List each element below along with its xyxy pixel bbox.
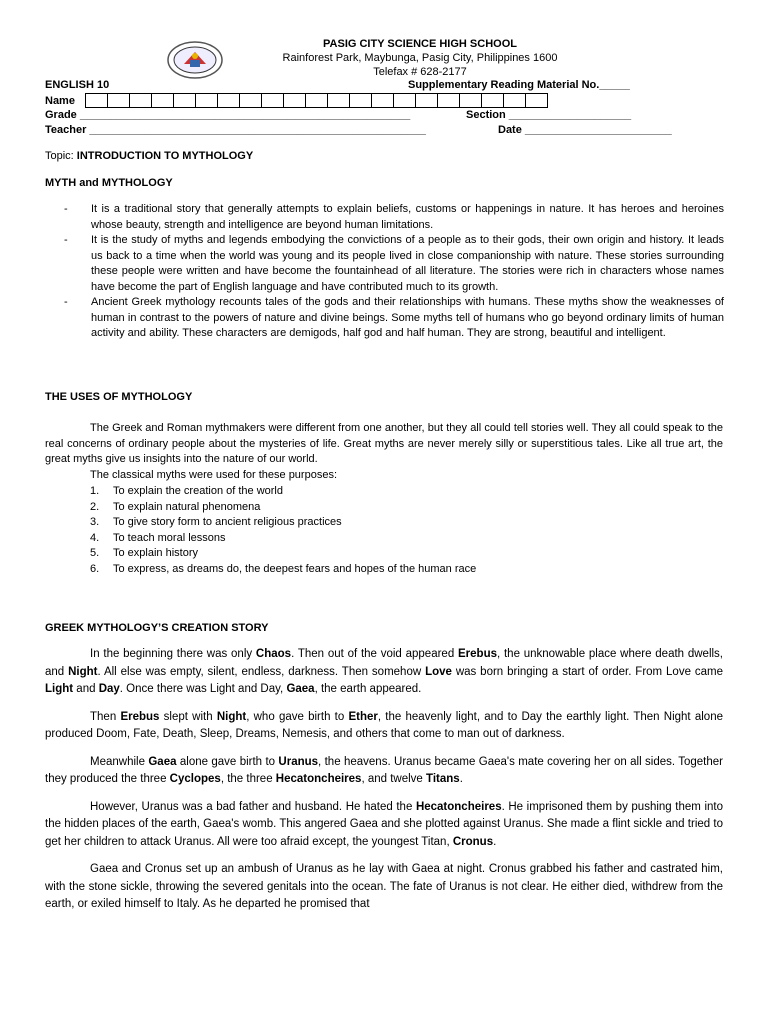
grade-row xyxy=(45,108,410,122)
name-letter-box[interactable] xyxy=(195,93,218,108)
uses-lead-text: The classical myths were used for these purposes: xyxy=(90,469,338,481)
story-text: However, Uranus was a bad father and husband. He hated the xyxy=(90,800,416,813)
name-letter-box[interactable] xyxy=(525,93,548,108)
school-header xyxy=(230,37,610,79)
uses-heading: THE USES OF MYTHOLOGY xyxy=(45,391,193,403)
name-letter-box[interactable] xyxy=(129,93,152,108)
name-letter-box[interactable] xyxy=(107,93,130,108)
bold-term: Uranus xyxy=(278,755,319,768)
section-row xyxy=(466,108,631,122)
purpose-number: 5. xyxy=(90,547,100,559)
story-text: In the beginning there was only xyxy=(90,648,256,660)
bold-term: Hecatoncheires xyxy=(415,800,502,813)
story-text: Then xyxy=(90,710,121,723)
bold-term: Light xyxy=(45,683,74,695)
name-letter-box[interactable] xyxy=(327,93,350,108)
date-field[interactable]: Date ________________________ xyxy=(498,124,672,136)
purpose-item xyxy=(90,546,690,562)
purpose-number: 3. xyxy=(90,516,100,528)
bold-term: Erebus xyxy=(458,648,497,660)
story-text: Gaea and Cronus set up an ambush of Uranus as he lay with Gaea at night. Cronus grabbed his father and castrated him, with the stone sickle, throwing the severed genitals into the ocean. The fate of Uranus is not clear. He either died, withdrew from the earth, or exiled himself to Italy. As he departed he promised that xyxy=(45,863,723,910)
school-seal-icon xyxy=(166,40,224,80)
story-text: slept with xyxy=(159,710,217,723)
name-letter-box[interactable] xyxy=(85,93,108,108)
story-text: , who gave birth to xyxy=(246,710,349,723)
purpose-number: 2. xyxy=(90,500,100,513)
story-text: , the unknowable place where death dwells, and xyxy=(45,648,723,678)
bold-term: Erebus xyxy=(120,710,160,723)
story-text: . Once there was Light and Day, xyxy=(119,683,287,695)
purpose-text: To teach moral lessons xyxy=(113,531,226,544)
uses-lead xyxy=(90,468,710,484)
purpose-text: To express, as dreams do, the deepest fears and hopes of the human race xyxy=(113,562,477,575)
story-paragraph xyxy=(45,709,723,744)
bold-term: Night xyxy=(216,710,247,723)
purpose-item xyxy=(90,500,690,516)
name-letter-box[interactable] xyxy=(481,93,504,108)
topic-title: INTRODUCTION TO MYTHOLOGY xyxy=(76,150,254,162)
purpose-text: To give story form to ancient religious practices xyxy=(113,516,342,528)
grade-field[interactable]: Grade ______________________________________________________ xyxy=(45,109,411,121)
date-row xyxy=(498,123,672,137)
bold-term: Cronus xyxy=(452,835,494,848)
name-letter-box[interactable] xyxy=(305,93,328,108)
name-letter-box[interactable] xyxy=(371,93,394,108)
material-line xyxy=(408,78,630,92)
story-text: , the three xyxy=(220,773,276,785)
school-name: PASIG CITY SCIENCE HIGH SCHOOL xyxy=(323,38,517,50)
purpose-text: To explain the creation of the world xyxy=(113,485,283,497)
topic-label: Topic: xyxy=(45,150,77,162)
story-text: . xyxy=(459,773,463,785)
story-paragraph xyxy=(45,754,723,789)
school-telefax: Telefax # 628-2177 xyxy=(373,66,467,78)
name-letter-box[interactable] xyxy=(437,93,460,108)
purpose-number: 6. xyxy=(90,562,100,575)
name-letter-box[interactable] xyxy=(393,93,416,108)
uses-intro-text: The Greek and Roman mythmakers were different from one another, but they all could tell stories well. They all could speak to the real concerns of ordinary people about the mysteries of life. Great myths are never merely silly or superstitious tales. Like all true art, the great myths give us insights into the nature of our world. xyxy=(45,422,723,465)
name-letter-box[interactable] xyxy=(459,93,482,108)
bullet-item: - It is the study of myths and legends embodying the convictions of a people as to their gods, their own origin and history. It leads us back to a time when the world was young and its people lived in close companionship with nature. These stories surrounding these people were written and have become the fountainhead of all literature. The stories were rich in characters whose names have become the part of English language and have contributed much to its growth. xyxy=(64,234,724,293)
bold-term: Night xyxy=(68,665,98,678)
purpose-item xyxy=(90,562,690,578)
creation-story xyxy=(45,646,723,924)
story-paragraph xyxy=(45,646,723,699)
name-row xyxy=(45,94,75,108)
bold-term: Gaea xyxy=(148,755,177,768)
uses-intro xyxy=(45,421,723,468)
teacher-row xyxy=(45,123,426,137)
name-letter-box[interactable] xyxy=(415,93,438,108)
story-text: , and twelve xyxy=(361,773,427,785)
purpose-item xyxy=(90,484,690,500)
story-text: . He imprisoned them by pushing them into the hidden places of the earth, Gaea's womb. This angered Gaea and she plotted against Uranus. She made a flint sickle and tried to get her children to attack Uranus. All were too afraid except, the youngest Titan, xyxy=(45,800,723,848)
name-letter-box[interactable] xyxy=(151,93,174,108)
name-letter-box[interactable] xyxy=(349,93,372,108)
bold-term: Gaea xyxy=(286,683,315,695)
name-label: Name xyxy=(45,95,75,107)
purpose-text: To explain natural phenomena xyxy=(113,500,261,513)
bold-term: Titans xyxy=(426,773,460,785)
story-text: . xyxy=(493,835,497,848)
purpose-text: To explain history xyxy=(113,547,198,559)
school-address: Rainforest Park, Maybunga, Pasig City, Philippines 1600 xyxy=(282,52,558,64)
story-paragraph xyxy=(45,861,723,914)
subject-label: ENGLISH 10 xyxy=(45,79,110,91)
story-paragraph xyxy=(45,799,723,852)
purposes-list xyxy=(90,484,690,577)
story-text: alone gave birth to xyxy=(176,755,279,768)
teacher-field[interactable]: Teacher _______________________________________________________ xyxy=(45,124,426,136)
purpose-number: 4. xyxy=(90,531,100,544)
story-text: Meanwhile xyxy=(90,755,149,768)
bold-term: Day xyxy=(98,683,120,695)
name-letter-box[interactable] xyxy=(217,93,240,108)
bold-term: Love xyxy=(425,665,452,678)
name-letter-box[interactable] xyxy=(261,93,284,108)
story-text: , the earth appeared. xyxy=(314,683,422,695)
story-text: . All else was empty, silent, endless, darkness. Then somehow xyxy=(97,665,426,678)
bold-term: Chaos xyxy=(255,648,292,660)
bullet-item: - Ancient Greek mythology recounts tales of the gods and their relationships with humans. These myths show the weaknesses of human in contrast to the powers of nature and divine beings. Some myths tell of humans who go beyond ordinary limits of human activity and ability. These characters are demigods, half god and half human. They are strong, beautiful and intelligent. xyxy=(64,296,724,339)
myth-bullets xyxy=(64,202,724,342)
topic-line xyxy=(45,150,253,162)
subject-line xyxy=(45,78,109,92)
purpose-item xyxy=(90,515,690,531)
story-text: , the heavenly light, and to Day the earthly light. Then Night alone produced Doom, Fate, Death, Sleep, Dreams, Nemesis, and others that come to man out of darkness. xyxy=(45,710,723,740)
bold-term: Hecatoncheires xyxy=(275,773,362,785)
story-text: was born bringing a start of order. From Love came xyxy=(451,665,724,678)
story-text: and xyxy=(73,683,99,695)
story-text: . Then out of the void appeared xyxy=(291,648,458,660)
purpose-item xyxy=(90,531,690,547)
section-field[interactable]: Section ____________________ xyxy=(466,109,632,121)
name-letter-box[interactable] xyxy=(173,93,196,108)
name-letter-box[interactable] xyxy=(503,93,526,108)
myth-heading: MYTH and MYTHOLOGY xyxy=(45,177,173,189)
bold-term: Cyclopes xyxy=(169,773,221,785)
purpose-number: 1. xyxy=(90,485,100,497)
material-label: Supplementary Reading Material No._____ xyxy=(408,79,630,91)
bold-term: Ether xyxy=(348,710,378,723)
name-letter-box[interactable] xyxy=(283,93,306,108)
name-letter-box[interactable] xyxy=(239,93,262,108)
creation-heading: GREEK MYTHOLOGY’S CREATION STORY xyxy=(45,622,269,634)
bullet-item: - It is a traditional story that generally attempts to explain beliefs, customs or happenings in nature. It has heroes and heroines whose beauty, strength and intelligence are beyond human limitations. xyxy=(64,203,724,231)
name-letter-boxes[interactable] xyxy=(86,93,548,108)
story-text: , the heavens. Uranus became Gaea's mate covering her on all sides. Together they produced the three xyxy=(45,755,724,785)
